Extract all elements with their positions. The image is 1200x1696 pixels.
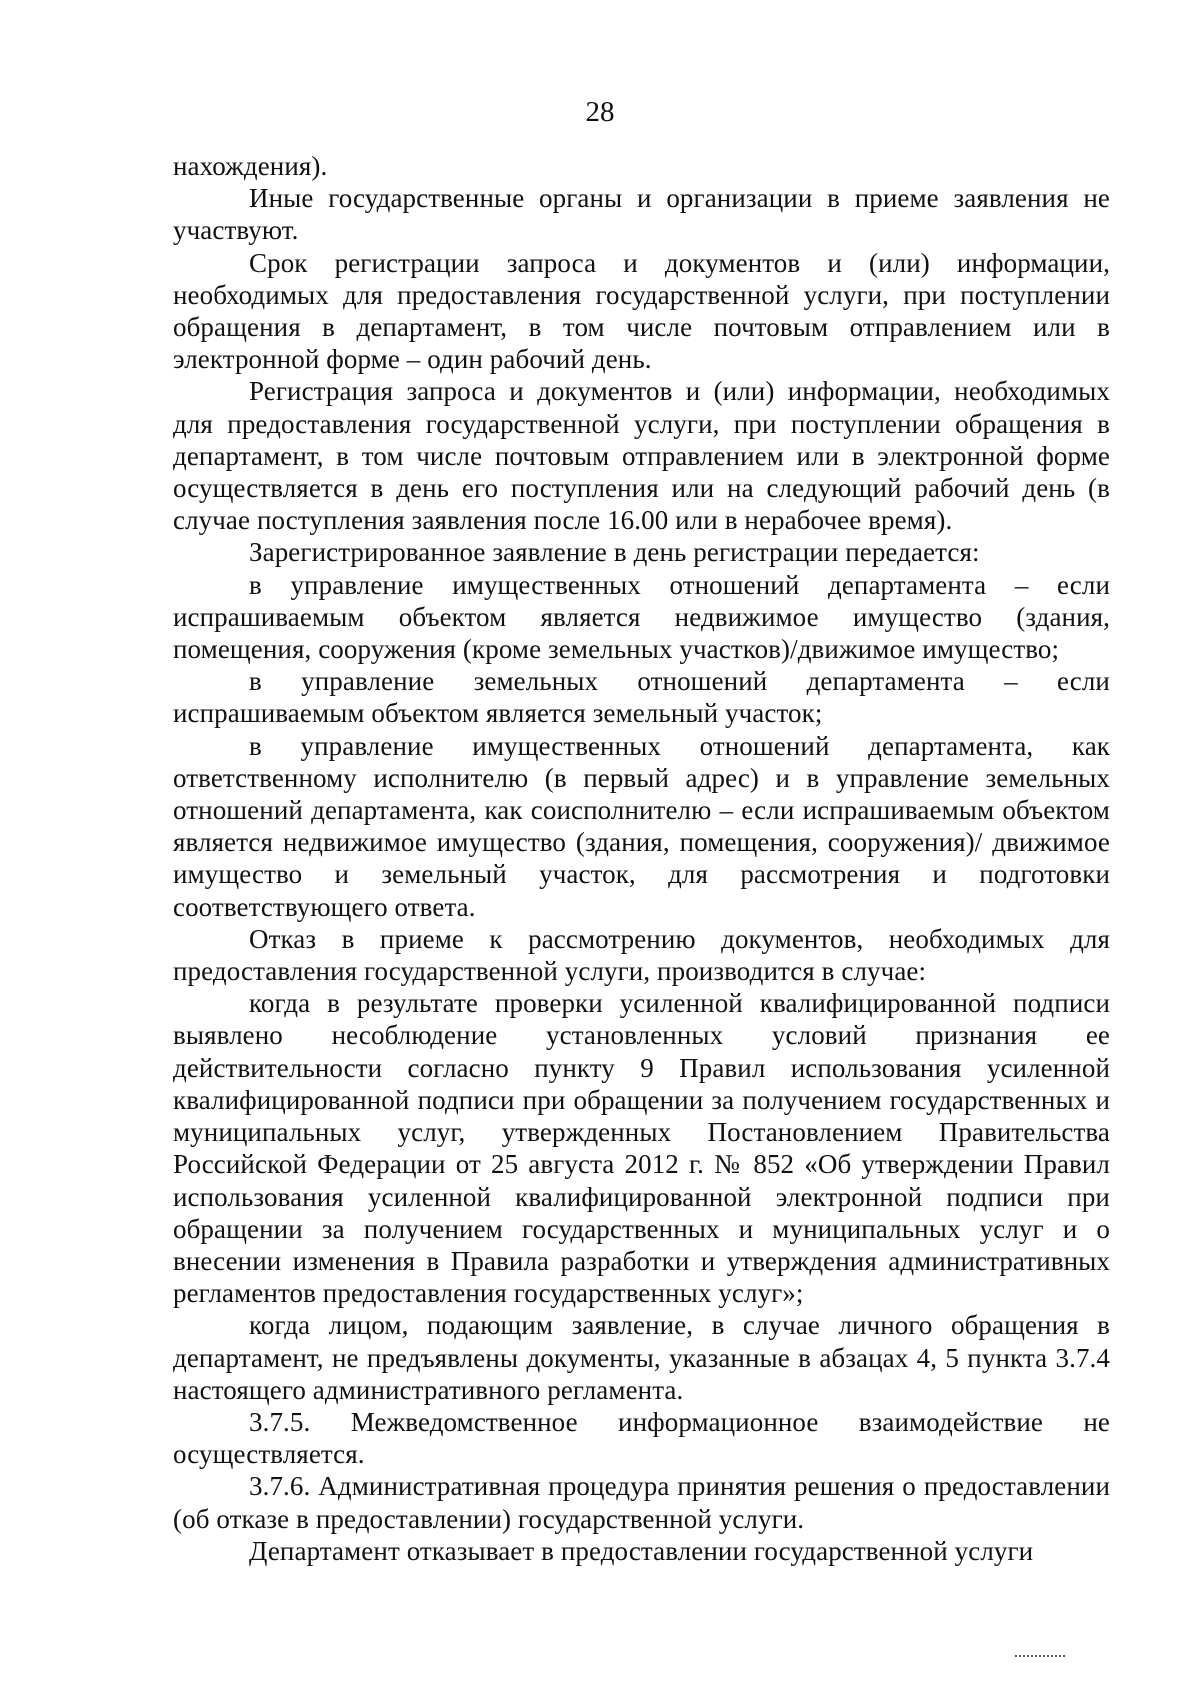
paragraph-land-department: в управление земельных отношений департамента – если испрашиваемым объектом является земельный участок; bbox=[173, 666, 1110, 729]
paragraph-documents-missing: когда лицом, подающим заявление, в случае личного обращения в департамент, не предъявлены документы, указанные в абзацах 4, 5 пункта 3.7.4 настоящего административного регламента. bbox=[173, 1310, 1110, 1405]
paragraph-department-refuses: Департамент отказывает в предоставлении государственной услуги bbox=[249, 1535, 1034, 1566]
paragraph-property-department: в управление имущественных отношений департамента – если испрашиваемым объектом является недвижимое имущество (здания, помещения, сооружения (кроме земельных участков)/движимое имущество; bbox=[173, 569, 1110, 665]
document-body bbox=[173, 150, 1110, 1567]
paragraph-section-3-7-5: 3.7.5. Межведомственное информационное взаимодействие не осуществляется. bbox=[173, 1406, 1110, 1470]
paragraph-signature-check: когда в результате проверки усиленной квалифицированной подписи выявлено несоблюдение установленных условий признания ее действительности согласно пункту 9 Правил использования усиленной квалифицированной подписи при обращении за получением государственных и муниципальных услуг, утвержденных Постановлением Правительства Российской Федерации от 25 августа 2012 г. № 852 «Об утверждении Правил использования усиленной квалифицированной электронной подписи при обращении за получением государственных и муниципальных услуг и о внесении изменения в Правила разработки и утверждения административных регламентов предоставления государственных услуг»; bbox=[173, 988, 1110, 1309]
paragraph-registration-term: Срок регистрации запроса и документов и (или) информации, необходимых для предоставления государственной услуги, при поступлении обращения в департамент, в том числе почтовым отправлением или в электронной форме – один рабочий день. bbox=[173, 247, 1110, 375]
page-number: 28 bbox=[585, 96, 615, 128]
paragraph-continuation: нахождения). bbox=[173, 151, 328, 181]
paragraph-registration-procedure: Регистрация запроса и документов и (или) информации, необходимых для предоставления государственной услуги, при поступлении обращения в департамент, в том числе почтовым отправлением или в электронной форме осуществляется в день его поступления или на следующий рабочий день (в случае поступления заявления после 16.00 или в нерабочее время). bbox=[173, 376, 1110, 536]
paragraph-other-bodies: Иные государственные органы и организации в приеме заявления не участвуют. bbox=[173, 183, 1110, 246]
paragraph-refusal-intro: Отказ в приеме к рассмотрению документов, необходимых для предоставления государственной услуги, производится в случае: bbox=[173, 923, 1110, 987]
paragraph-section-3-7-6: 3.7.6. Административная процедура принятия решения о предоставлении (об отказе в предоставлении) государственной услуги. bbox=[173, 1471, 1110, 1534]
paragraph-joint-handling: в управление имущественных отношений департамента, как ответственному исполнителю (в первый адрес) и в управление земельных отношений департамента, как соисполнителю – если испрашиваемым объектом является недвижимое имущество (здания, помещения, сооружения)/ движимое имущество и земельный участок, для рассмотрения и подготовки соответствующего ответа. bbox=[173, 730, 1110, 922]
scan-artifact bbox=[1015, 1655, 1065, 1660]
paragraph-forwarding-intro: Зарегистрированное заявление в день регистрации передается: bbox=[249, 537, 980, 568]
